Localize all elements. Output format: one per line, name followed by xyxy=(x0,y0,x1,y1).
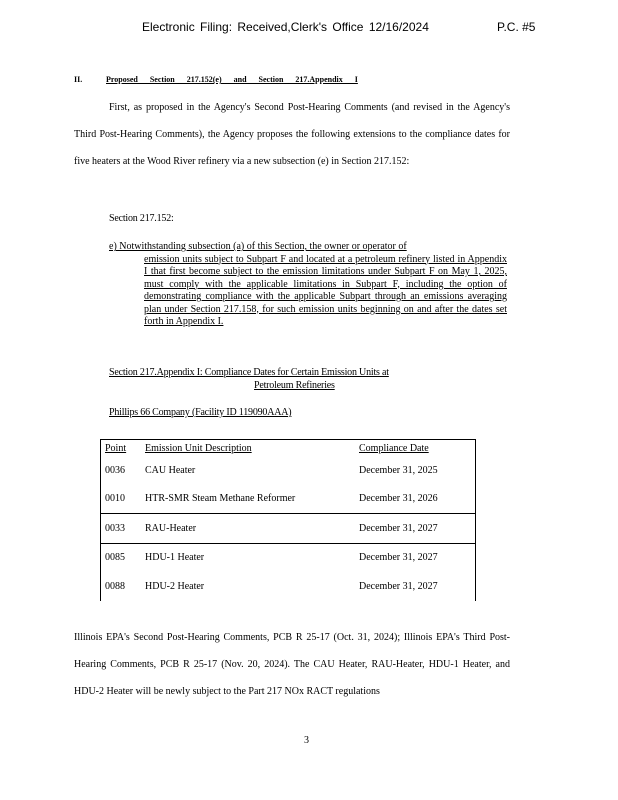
row-description: HTR-SMR Steam Methane Reformer xyxy=(141,485,355,514)
citation-paragraph: Illinois EPA's Second Post-Hearing Comments, PCB R 25-17 (Oct. 31, 2024); Illinois EPA's Third Post-Hearing Comments, PCB R 25-17 (Nov. 20, 2024). The CAU Heater, RAU-Heater, HDU-1 Heater, and HDU-2 Heater will be newly subject to the Part 217 NOx RACT regulations xyxy=(74,632,510,697)
row-description: HDU-2 Heater xyxy=(145,580,205,592)
facility-name: Phillips 66 Company (Facility ID 119090AAA) xyxy=(109,407,292,418)
row-description: HDU-1 Heater xyxy=(145,552,205,564)
section-title: Proposed Section 217.152(e) and Section 217.Appendix I xyxy=(106,75,358,84)
row-date: December 31, 2027 xyxy=(359,580,438,592)
filing-stamp: Electronic Filing: Received,Clerk's Office 12/16/2024 xyxy=(142,20,429,34)
header-description: Emission Unit Description xyxy=(145,442,252,454)
appendix-title: Section 217.Appendix I: Compliance Dates for Certain Emission Units at xyxy=(109,367,389,378)
row-description: RAU-Heater xyxy=(141,514,355,544)
row-description: CAU Heater xyxy=(145,464,196,476)
table-header-row xyxy=(101,440,476,457)
row-date: December 31, 2026 xyxy=(355,485,476,514)
subsection-e-body: emission units subject to Subpart F and located at a petroleum refinery listed in Appendix I that first become subject to the emission limitations under Subpart F on May 1, 2025, must comply with the applicable limitations in Subpart F, including the option of demonstrating compliance with the applicable Subpart through an emissions averaging plan under Section 217.158, for such emission units beginning on and after the dates set forth in Appendix I. xyxy=(144,253,507,327)
header-point: Point xyxy=(105,442,127,454)
table-row xyxy=(101,572,476,601)
pc-number: P.C. #5 xyxy=(497,20,536,34)
row-point: 0088 xyxy=(105,580,125,592)
table-row xyxy=(101,514,476,544)
row-date: December 31, 2027 xyxy=(359,552,438,564)
intro-paragraph: First, as proposed in the Agency's Second Post-Hearing Comments (and revised in the Agency's Third Post-Hearing Comments), the Agency proposes the following extensions to the compliance dates for five heaters at the Wood River refinery via a new subsection (e) in Section 217.152: xyxy=(74,102,510,167)
section-numeral: II. xyxy=(74,75,83,84)
subsection-e-first-line: e) Notwithstanding subsection (a) of this Section, the owner or operator of xyxy=(109,241,407,252)
page-number: 3 xyxy=(304,735,309,746)
appendix-subtitle: Petroleum Refineries xyxy=(254,380,335,391)
row-point: 0085 xyxy=(105,552,125,564)
row-point: 0033 xyxy=(101,514,142,544)
table-row xyxy=(101,456,476,485)
table-row xyxy=(101,485,476,514)
row-point: 0010 xyxy=(101,485,142,514)
compliance-table xyxy=(100,439,476,601)
header-compliance-date: Compliance Date xyxy=(359,442,429,454)
row-date: December 31, 2025 xyxy=(359,464,438,476)
row-point: 0036 xyxy=(105,464,125,476)
row-date: December 31, 2027 xyxy=(355,514,476,544)
subsection-e xyxy=(109,241,507,329)
section-reference: Section 217.152: xyxy=(109,213,174,224)
table-row xyxy=(101,543,476,572)
